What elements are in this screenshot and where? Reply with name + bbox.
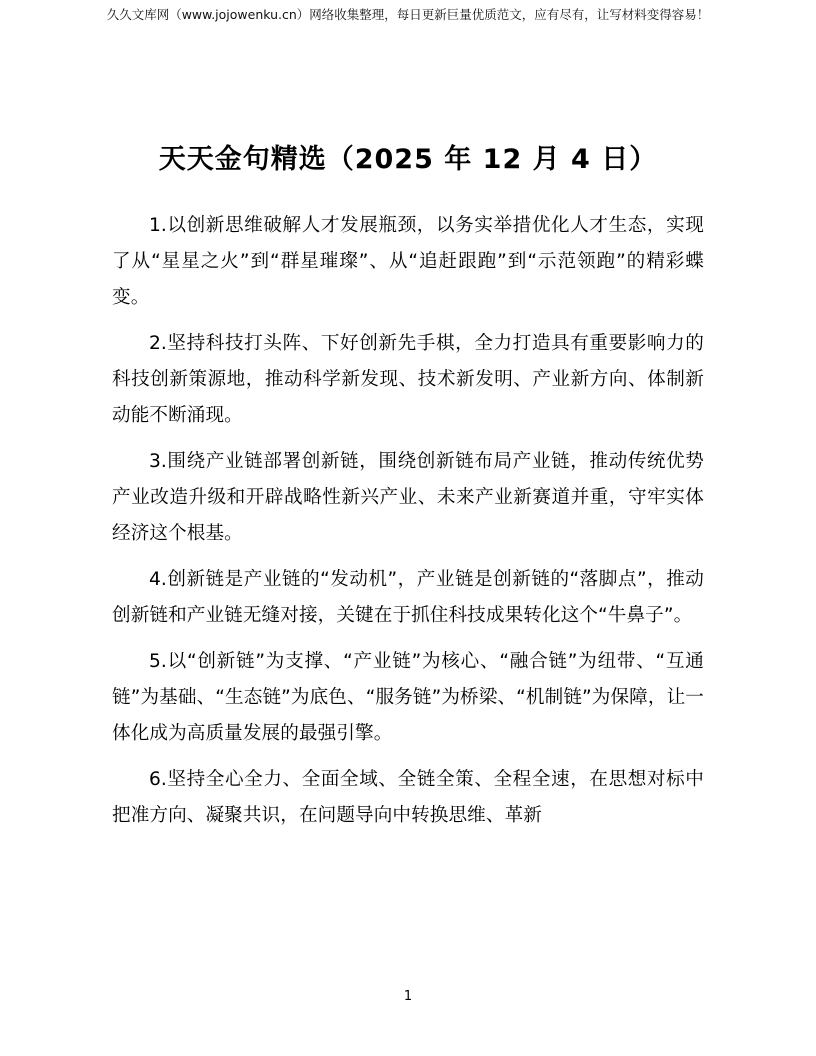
document-body	[112, 208, 704, 844]
paragraph: 1.以创新思维破解人才发展瓶颈，以务实举措优化人才生态，实现了从“星星之火”到“群星璀璨”、从“追赶跟跑”到“示范领跑”的精彩蝶变。	[112, 215, 704, 308]
paragraph: 2.坚持科技打头阵、下好创新先手棋，全力打造具有重要影响力的科技创新策源地，推动科学新发现、技术新发明、产业新方向、体制新动能不断涌现。	[112, 333, 704, 426]
paragraph: 6.坚持全心全力、全面全域、全链全策、全程全速，在思想对标中把准方向、凝聚共识，在问题导向中转换思维、革新	[112, 769, 704, 826]
paragraph: 4.创新链是产业链的“发动机”，产业链是创新链的“落脚点”，推动创新链和产业链无缝对接，关键在于抓住科技成果转化这个“牛鼻子”。	[112, 569, 704, 626]
page-number: 1	[403, 989, 413, 1004]
paragraph: 3.围绕产业链部署创新链，围绕创新链布局产业链，推动传统优势产业改造升级和开辟战略性新兴产业、未来产业新赛道并重，守牢实体经济这个根基。	[112, 451, 704, 544]
paragraph: 5.以“创新链”为支撑、“产业链”为核心、“融合链”为纽带、“互通链”为基础、“生态链”为底色、“服务链”为桥梁、“机制链”为保障，让一体化成为高质量发展的最强引擎。	[112, 651, 704, 744]
site-watermark-note: 久久文库网（www.jojowenku.cn）网络收集整理，每日更新巨量优质范文，应有尽有，让写材料变得容易！	[106, 7, 710, 22]
page-title: 天天金句精选（2025 年 12 月 4 日）	[158, 144, 658, 175]
